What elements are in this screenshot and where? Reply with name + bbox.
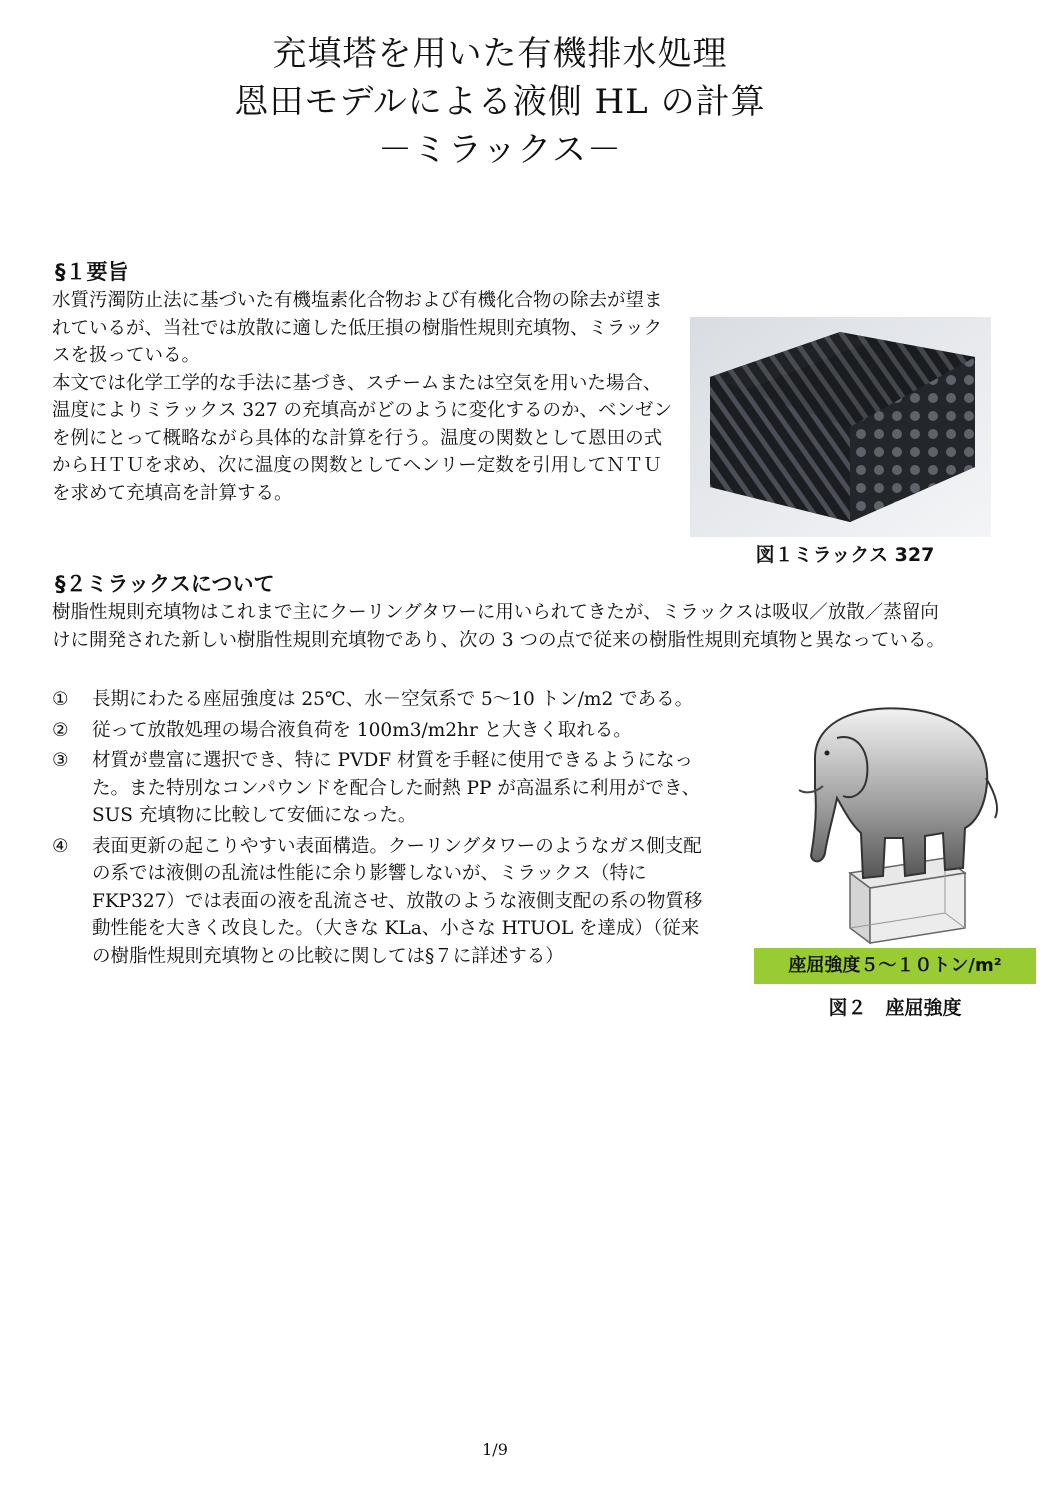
section-1-paragraph: 水質汚濁防止法に基づいた有機塩素化合物および有機化合物の除去が望まれているが、当社では放散に適した低圧損の樹脂性規則充填物、ミラックスを扱っている。 本文では化学工学的な手法に基づき、スチームまたは空気を用いた場合、温度によりミラックス 327 の充填高がどのように変化するのか、ベンゼンを例にとって概略ながら具体的な計算を行う。温度の関数として恩田の式からＨＴＵを求め、次に温度の関数としてヘンリー定数を引用してＮＴＵを求めて充填高を計算する。	[52, 290, 673, 504]
list-item-number: ②	[52, 719, 69, 741]
list-item	[52, 747, 712, 830]
list-item-text: 材質が豊富に選択でき、特に PVDF 材質を手軽に使用できるようになった。また特別なコンパウンドを配合した耐熱 PP が高温系に利用ができ、SUS 充填物に比較して安価になった。	[92, 750, 701, 826]
list-item	[52, 833, 712, 971]
list-item-number: ①	[52, 689, 69, 710]
section-2-heading: §２ミラックスについて	[55, 572, 275, 596]
elephant-on-block-icon	[775, 698, 1005, 948]
list-item-number: ③	[52, 750, 69, 771]
title-line-1: 充填塔を用いた有機排水処理	[272, 34, 728, 74]
list-item	[52, 686, 712, 714]
list-item-number: ④	[52, 835, 69, 857]
section-2-paragraph: 樹脂性規則充填物はこれまで主にクーリングタワーに用いられてきたが、ミラックスは吸収／放散／蒸留向けに開発された新しい樹脂性規則充填物であり、次の 3 つの点で従来の樹脂性規則充填物と異なっている。	[52, 602, 946, 651]
packing-block-icon	[690, 317, 991, 537]
list-item-text: 従って放散処理の場合液負荷を 100m3/m2hr と大きく取れる。	[92, 719, 632, 741]
figure-1-caption: 図１ミラックス 327	[755, 544, 935, 566]
buckling-strength-badge: 座屈強度５～１０トン/m²	[754, 948, 1036, 984]
figure-2-image	[775, 698, 1005, 948]
title-line-2: 恩田モデルによる液側 HL の計算	[234, 82, 766, 122]
figure-2-caption: 図２ 座屈強度	[828, 997, 962, 1019]
feature-list	[52, 686, 712, 973]
section-1-heading: §１要旨	[55, 260, 129, 284]
title-line-3: －ミラックス－	[378, 130, 622, 170]
list-item-text: 表面更新の起こりやすい表面構造。クーリングタワーのようなガス側支配の系では液側の乱流は性能に余り影響しないが、ミラックス（特に FKP327）では表面の液を乱流させ、放散のような液側支配の系の物質移動性能を大きく改良した。（大きな KLa、小さな HTUOL を達成）（従来の樹脂性規則充填物との比較に関しては§７に詳述する）	[92, 835, 703, 967]
page-number: 1/9	[482, 1440, 508, 1459]
list-item-text: 長期にわたる座屈強度は 25℃、水－空気系で 5～10 トン/m2 である。	[92, 689, 694, 710]
figure-1-image	[690, 317, 991, 537]
list-item	[52, 717, 712, 745]
